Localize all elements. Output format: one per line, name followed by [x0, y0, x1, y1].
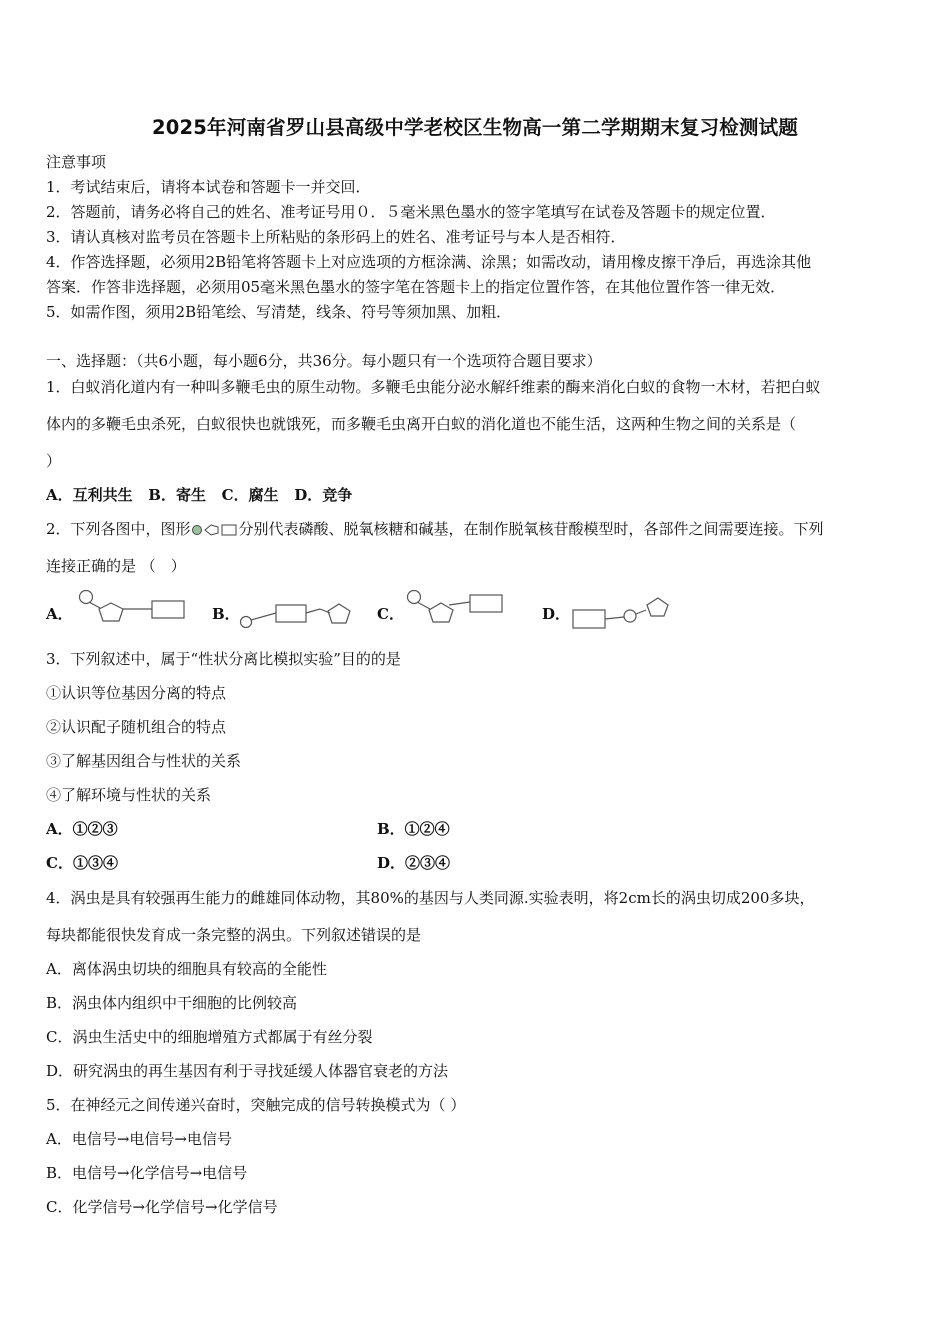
phosphate-circle-icon — [624, 610, 636, 622]
notice-item: 4．作答选择题，必须用2B铅笔将答题卡上对应选项的方框涂满、涂黑；如需改动，请用橡皮擦干净后，再选涂其他 — [46, 253, 812, 271]
base-rectangle-icon — [276, 605, 306, 622]
q2-option-b-label: B． — [212, 605, 240, 623]
q2-option-a-diagram — [74, 588, 194, 628]
question-1-options: A．互利共生 B．寄生 C．腐生 D．竞争 — [46, 486, 353, 504]
phosphate-circle-icon — [80, 591, 93, 604]
question-3-item: ①认识等位基因分离的特点 — [46, 684, 227, 702]
q2-option-a-label: A． — [46, 605, 73, 623]
question-3-option-c: C．①③④ — [46, 854, 118, 872]
q2-option-b-diagram — [238, 596, 356, 632]
question-2-line-1 — [46, 519, 824, 539]
question-3-stem: 3．下列叙述中，属于“性状分离比模拟实验”目的的是 — [46, 650, 401, 668]
q2-option-d-diagram — [570, 594, 672, 632]
notice-item: 答案．作答非选择题，必须用05毫米黑色墨水的签字笔在答题卡上的指定位置作答，在其他位置作答一律无效． — [46, 278, 786, 296]
notice-item: 2．答题前，请务必将自己的姓名、准考证号用０．５毫米黑色墨水的签字笔填写在试卷及答题卡的规定位置． — [46, 203, 776, 221]
question-4-line-2: 每块都能很快发育成一条完整的涡虫。下列叙述错误的是 — [46, 926, 422, 944]
base-rectangle-icon — [573, 610, 605, 628]
question-1-line-3: ） — [46, 452, 62, 470]
notice-item: 1．考试结束后，请将本试卷和答题卡一并交回． — [46, 178, 371, 196]
question-5-option-a: A．电信号→电信号→电信号 — [46, 1130, 232, 1148]
phosphate-circle-icon — [241, 617, 252, 628]
section-heading: 一、选择题：（共6小题，每小题6分，共36分。每小题只有一个选项符合题目要求） — [46, 352, 602, 370]
phosphate-circle-icon — [408, 591, 421, 604]
q2-option-d-label: D． — [542, 605, 571, 623]
notice-item: 5．如需作图，须用2B铅笔绘、写清楚，线条、符号等须加黑、加粗． — [46, 303, 512, 321]
q2-option-c-label: C． — [377, 605, 404, 623]
question-1-line-1: 1．白蚁消化道内有一种叫多鞭毛虫的原生动物。多鞭毛虫能分泌水解纤维素的酶来消化白蚁的食物一木材，若把白蚁 — [46, 378, 821, 396]
question-2-prefix: 2．下列各图中，图形 — [46, 520, 191, 538]
question-1-line-2: 体内的多鞭毛虫杀死，白蚁很快也就饿死，而多鞭毛虫离开白蚁的消化道也不能生活，这两种生物之间的关系是（ — [46, 415, 797, 433]
deoxyribose-pentagon-icon — [429, 603, 453, 622]
base-rectangle-icon — [470, 595, 502, 612]
question-4-option-d: D．研究涡虫的再生基因有利于寻找延缓人体器官衰老的方法 — [46, 1062, 449, 1080]
deoxyribose-pentagon-icon — [99, 603, 123, 621]
phosphate-circle-icon — [192, 526, 201, 535]
question-3-item: ③了解基因组合与性状的关系 — [46, 752, 242, 770]
page-title: 2025年河南省罗山县高级中学老校区生物高一第二学期期末复习检测试题 — [151, 116, 799, 139]
deoxyribose-pentagon-icon — [205, 525, 218, 535]
notice-heading: 注意事项 — [46, 153, 107, 171]
question-5-option-b: B．电信号→化学信号→电信号 — [46, 1164, 248, 1182]
question-5-option-c: C．化学信号→化学信号→化学信号 — [46, 1198, 278, 1216]
question-3-option-a: A．①②③ — [46, 820, 118, 838]
deoxyribose-pentagon-icon — [328, 604, 350, 623]
question-3-option-b: B．①②④ — [377, 820, 450, 838]
base-rectangle-icon — [222, 525, 236, 535]
question-4-option-c: C．涡虫生活史中的细胞增殖方式都属于有丝分裂 — [46, 1028, 373, 1046]
question-3-option-d: D．②③④ — [377, 854, 451, 872]
base-rectangle-icon — [152, 601, 184, 618]
q2-option-c-diagram — [402, 588, 508, 628]
component-legend-icons — [191, 522, 239, 538]
notice-item: 3．请认真核对监考员在答题卡上所粘贴的条形码上的姓名、准考证号与本人是否相符． — [46, 228, 626, 246]
deoxyribose-pentagon-icon — [647, 598, 668, 616]
question-2-line-2: 连接正确的是 （ ） — [46, 557, 186, 575]
question-3-item: ②认识配子随机组合的特点 — [46, 718, 227, 736]
question-4-option-a: A．离体涡虫切块的细胞具有较高的全能性 — [46, 960, 327, 978]
question-4-line-1: 4．涡虫是具有较强再生能力的雌雄同体动物，其80%的基因与人类同源.实验表明，将2cm长的涡虫切成200多块， — [46, 889, 815, 907]
question-5-stem: 5．在神经元之间传递兴奋时，突触完成的信号转换模式为（ ） — [46, 1096, 466, 1114]
question-4-option-b: B．涡虫体内组织中干细胞的比例较高 — [46, 994, 298, 1012]
question-3-item: ④了解环境与性状的关系 — [46, 786, 212, 804]
question-2-suffix: 分别代表磷酸、脱氧核糖和碱基，在制作脱氧核苷酸模型时，各部件之间需要连接。下列 — [238, 520, 824, 538]
